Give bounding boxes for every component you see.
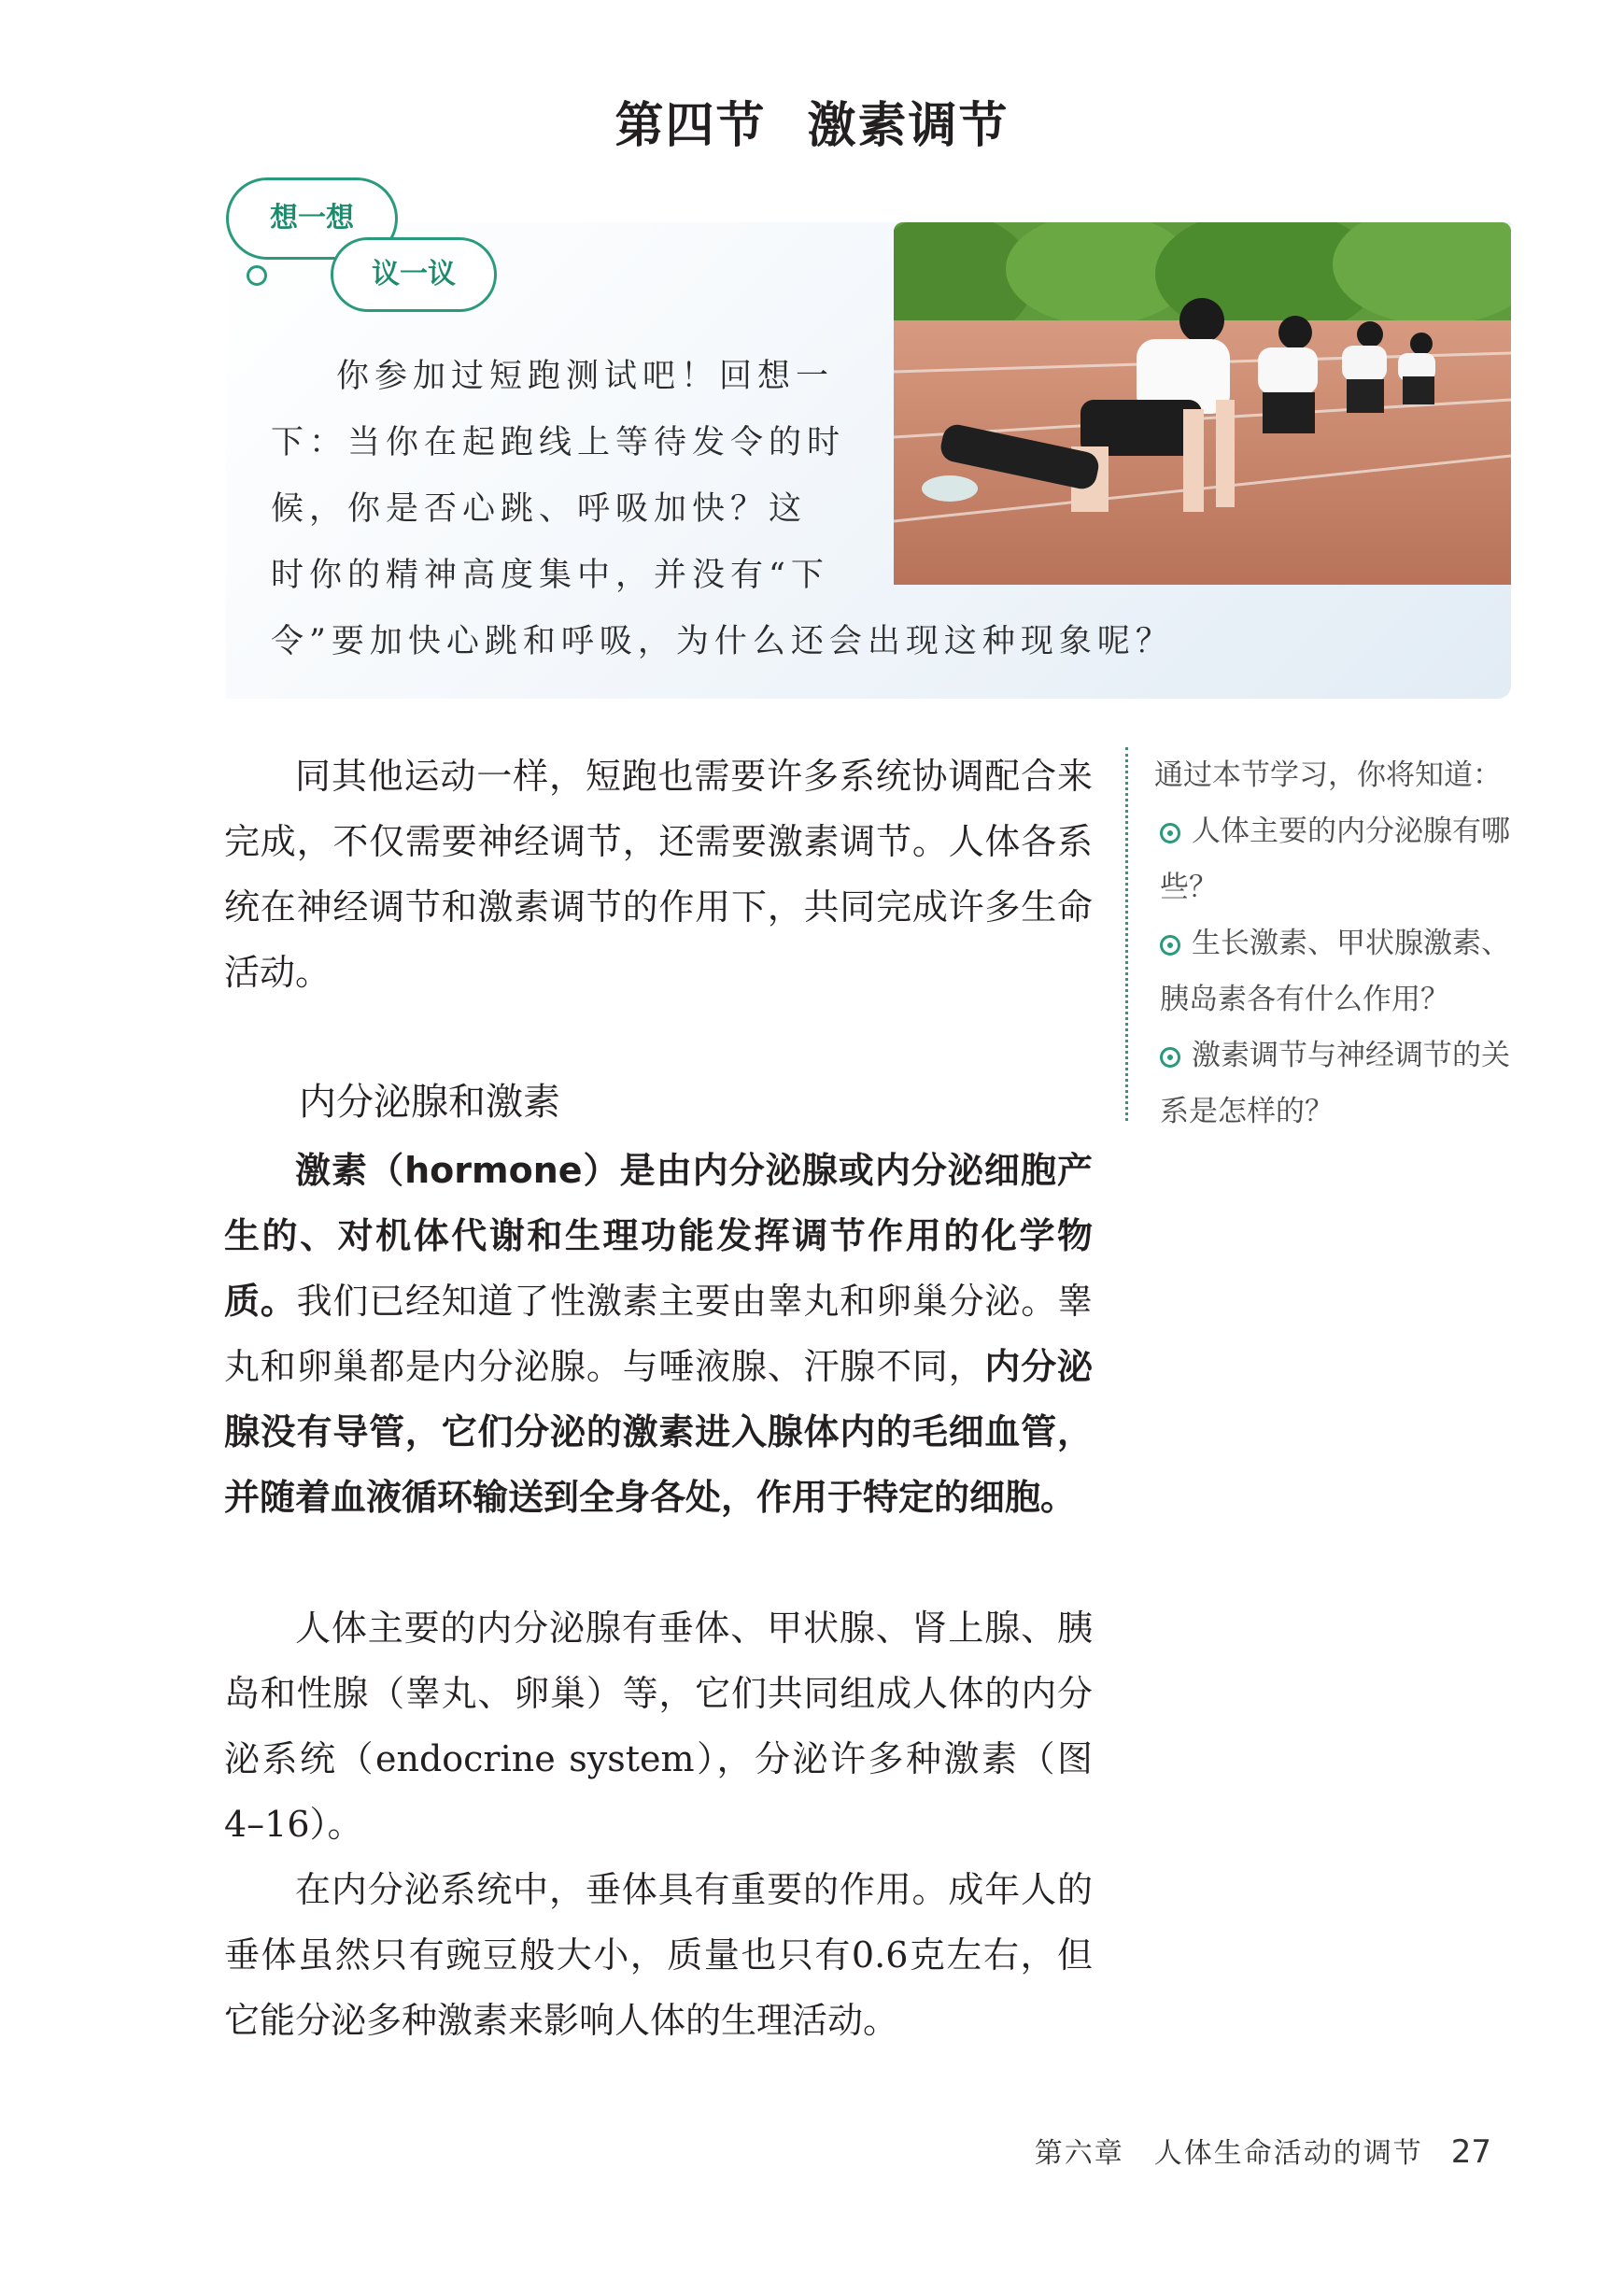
discuss-bubble: 议一议 (331, 237, 497, 312)
sidebar-question: 人体主要的内分泌腺有哪些？ (1160, 815, 1510, 904)
students-at-starting-line-illustration (894, 222, 1511, 585)
section-heading: 内分泌腺和激素 (299, 1081, 560, 1124)
section-name: 激素调节 (807, 98, 1010, 154)
think-line: 时你的精神高度集中，并没有“下 (271, 557, 829, 594)
footer-chapter: 第六章 人体生命活动的调节 (1034, 2137, 1423, 2170)
think-line: 你参加过短跑测试吧！回想一 (336, 358, 835, 395)
hormone-middle: 我们已经知道了性激素主要由睾丸和卵巢分泌。睾丸和卵巢都是内分泌腺。与唾液腺、汗腺不同， (224, 1281, 1093, 1387)
page-footer (1035, 2130, 1491, 2171)
hormone-conclusion: 内分泌腺没有导管，它们分泌的激素进入腺体内的毛细血管，并随着血液循环输送到全身各处，作用于特定的细胞。 (224, 1346, 1093, 1518)
pituitary-paragraph: 在内分泌系统中，垂体具有重要的作用。成年人的垂体虽然只有豌豆般大小，质量也只有0.6克左右，但它能分泌多种激素来影响人体的生理活动。 (224, 1869, 1093, 2041)
glands-paragraph: 人体主要的内分泌腺有垂体、甲状腺、肾上腺、胰岛和性腺（睾丸、卵巢）等，它们共同组成人体的内分泌系统（endocrine system），分泌许多种激素（图4–16）。 (224, 1608, 1093, 1845)
sprint-start-photo (894, 222, 1511, 585)
think-line: 令”要加快心跳和呼吸，为什么还会出现这种现象呢？ (271, 623, 1174, 660)
think-bubble: 想一想 (226, 177, 398, 260)
sidebar-question: 生长激素、甲状腺激素、胰岛素各有什么作用？ (1160, 927, 1510, 1016)
think-question-text (271, 344, 1174, 675)
sidebar-intro: 通过本节学习，你将知道： (1154, 758, 1502, 792)
hormone-definition: 激素（hormone）是由内分泌腺或内分泌细胞产生的、对机体代谢和生理功能发挥调节作用的化学物质。 (224, 1150, 1093, 1322)
page-title (0, 86, 1624, 156)
bubble-dot (247, 265, 267, 286)
sidebar-question: 激素调节与神经调节的关系是怎样的？ (1160, 1039, 1510, 1128)
intro-paragraph: 同其他运动一样，短跑也需要许多系统协调配合来完成，不仅需要神经调节，还需要激素调节。人体各系统在神经调节和激素调节的作用下，共同完成许多生命活动。 (224, 756, 1093, 993)
think-line: 下：当你在起跑线上等待发令的时 (271, 424, 846, 461)
target-icon (1160, 1047, 1180, 1068)
target-icon (1160, 935, 1180, 956)
section-number: 第四节 (614, 98, 767, 154)
target-icon (1160, 823, 1180, 843)
learning-goals-sidebar (1125, 747, 1518, 1128)
hormone-paragraph (224, 1138, 1093, 1530)
think-line: 候，你是否心跳、呼吸加快？这 (271, 490, 808, 528)
page-number: 27 (1450, 2133, 1491, 2171)
